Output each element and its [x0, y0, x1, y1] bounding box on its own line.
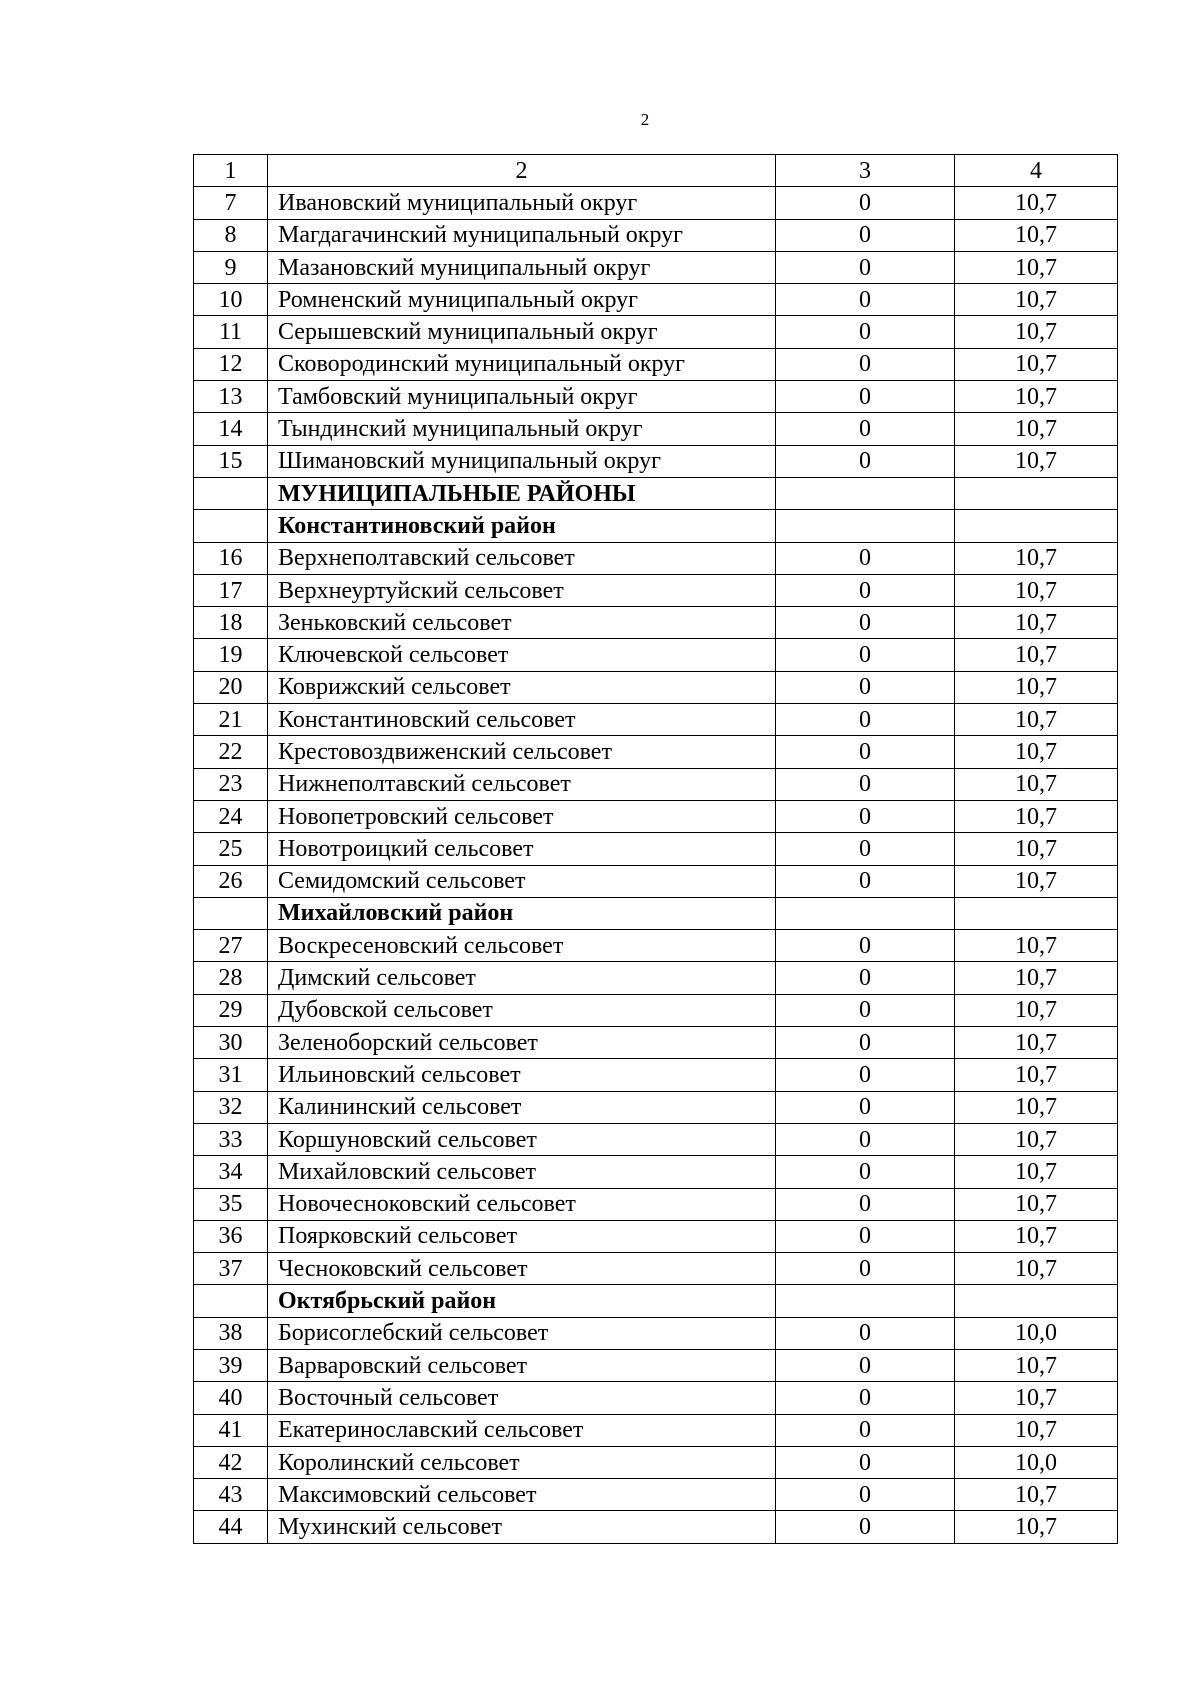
- name-cell: Королинский сельсовет: [268, 1446, 776, 1478]
- row-number-cell: [194, 1285, 268, 1317]
- row-number-cell: 37: [194, 1253, 268, 1285]
- row-number-cell: 18: [194, 607, 268, 639]
- value-col4-cell: 10,7: [955, 800, 1118, 832]
- name-cell: Воскресеновский сельсовет: [268, 930, 776, 962]
- value-col4-cell: 10,7: [955, 1027, 1118, 1059]
- row-number-cell: 12: [194, 348, 268, 380]
- value-col3-cell: 0: [776, 607, 955, 639]
- name-cell: Тамбовский муниципальный округ: [268, 381, 776, 413]
- row-number-cell: 10: [194, 284, 268, 316]
- table-row: [194, 768, 1118, 800]
- value-col3-cell: 0: [776, 316, 955, 348]
- value-col4-cell: 10,7: [955, 381, 1118, 413]
- value-col4-cell: 10,7: [955, 1220, 1118, 1252]
- row-number-cell: 30: [194, 1027, 268, 1059]
- row-number-cell: 33: [194, 1123, 268, 1155]
- value-col4-cell: 10,7: [955, 833, 1118, 865]
- value-col4-cell: 10,7: [955, 1059, 1118, 1091]
- value-col3-cell: 0: [776, 1479, 955, 1511]
- name-cell: Михайловский район: [268, 897, 776, 929]
- value-col4-cell: 10,7: [955, 994, 1118, 1026]
- name-cell: Константиновский район: [268, 510, 776, 542]
- name-cell: Мазановский муниципальный округ: [268, 251, 776, 283]
- page-number: 2: [640, 110, 650, 129]
- value-col3-cell: 0: [776, 1091, 955, 1123]
- name-cell: Зеленоборский сельсовет: [268, 1027, 776, 1059]
- row-number-cell: 11: [194, 316, 268, 348]
- name-cell: Екатеринославский сельсовет: [268, 1414, 776, 1446]
- value-col4-cell: 10,7: [955, 736, 1118, 768]
- row-number-cell: 38: [194, 1317, 268, 1349]
- table-row: [194, 962, 1118, 994]
- row-number-cell: [194, 510, 268, 542]
- table-row: [194, 1414, 1118, 1446]
- value-col4-cell: 10,7: [955, 574, 1118, 606]
- value-col3-cell: 0: [776, 251, 955, 283]
- value-col3-cell: [776, 897, 955, 929]
- value-col3-cell: 0: [776, 574, 955, 606]
- row-number-cell: 20: [194, 671, 268, 703]
- header-cell-4: 4: [955, 155, 1118, 187]
- value-col3-cell: 0: [776, 1382, 955, 1414]
- value-col3-cell: 0: [776, 1349, 955, 1381]
- name-cell: Шимановский муниципальный округ: [268, 445, 776, 477]
- table-row: [194, 574, 1118, 606]
- name-cell: Новотроицкий сельсовет: [268, 833, 776, 865]
- name-cell: Крестовоздвиженский сельсовет: [268, 736, 776, 768]
- row-number-cell: 31: [194, 1059, 268, 1091]
- value-col3-cell: 0: [776, 1059, 955, 1091]
- value-col3-cell: 0: [776, 1253, 955, 1285]
- value-col4-cell: [955, 1285, 1118, 1317]
- table-row: [194, 1479, 1118, 1511]
- name-cell: Ромненский муниципальный округ: [268, 284, 776, 316]
- row-number-cell: 17: [194, 574, 268, 606]
- row-number-cell: [194, 477, 268, 509]
- row-number-cell: [194, 897, 268, 929]
- table-row: [194, 1317, 1118, 1349]
- name-cell: Ключевской сельсовет: [268, 639, 776, 671]
- row-number-cell: 42: [194, 1446, 268, 1478]
- value-col3-cell: 0: [776, 639, 955, 671]
- value-col4-cell: 10,7: [955, 348, 1118, 380]
- row-number-cell: 14: [194, 413, 268, 445]
- value-col3-cell: 0: [776, 962, 955, 994]
- table-row: [194, 994, 1118, 1026]
- row-number-cell: 24: [194, 800, 268, 832]
- table-row: [194, 219, 1118, 251]
- name-cell: Чесноковский сельсовет: [268, 1253, 776, 1285]
- value-col3-cell: 0: [776, 994, 955, 1026]
- table-row: [194, 413, 1118, 445]
- row-number-cell: 34: [194, 1156, 268, 1188]
- table-row: [194, 930, 1118, 962]
- name-cell: Варваровский сельсовет: [268, 1349, 776, 1381]
- value-col3-cell: 0: [776, 736, 955, 768]
- value-col3-cell: 0: [776, 930, 955, 962]
- name-cell: Ивановский муниципальный округ: [268, 187, 776, 219]
- table-row: [194, 833, 1118, 865]
- value-col4-cell: 10,7: [955, 1382, 1118, 1414]
- section-header-row: [194, 510, 1118, 542]
- name-cell: Димский сельсовет: [268, 962, 776, 994]
- name-cell: Ильиновский сельсовет: [268, 1059, 776, 1091]
- value-col3-cell: 0: [776, 219, 955, 251]
- name-cell: Мухинский сельсовет: [268, 1511, 776, 1543]
- table-row: [194, 671, 1118, 703]
- name-cell: Максимовский сельсовет: [268, 1479, 776, 1511]
- value-col3-cell: 0: [776, 1317, 955, 1349]
- table-row: [194, 800, 1118, 832]
- row-number-cell: 22: [194, 736, 268, 768]
- value-col3-cell: 0: [776, 1188, 955, 1220]
- table-row: [194, 1220, 1118, 1252]
- value-col4-cell: 10,7: [955, 639, 1118, 671]
- name-cell: Нижнеполтавский сельсовет: [268, 768, 776, 800]
- table-row: [194, 1027, 1118, 1059]
- value-col4-cell: 10,7: [955, 1123, 1118, 1155]
- name-cell: Серышевский муниципальный округ: [268, 316, 776, 348]
- value-col3-cell: 0: [776, 381, 955, 413]
- value-col3-cell: 0: [776, 284, 955, 316]
- value-col4-cell: 10,7: [955, 1253, 1118, 1285]
- row-number-cell: 36: [194, 1220, 268, 1252]
- value-col3-cell: [776, 477, 955, 509]
- row-number-cell: 8: [194, 219, 268, 251]
- name-cell: Михайловский сельсовет: [268, 1156, 776, 1188]
- value-col4-cell: 10,7: [955, 1349, 1118, 1381]
- name-cell: Коршуновский сельсовет: [268, 1123, 776, 1155]
- table-row: [194, 1349, 1118, 1381]
- value-col3-cell: 0: [776, 768, 955, 800]
- row-number-cell: 16: [194, 542, 268, 574]
- value-col3-cell: 0: [776, 704, 955, 736]
- table-row: [194, 704, 1118, 736]
- table-row: [194, 1188, 1118, 1220]
- name-cell: Зеньковский сельсовет: [268, 607, 776, 639]
- row-number-cell: 35: [194, 1188, 268, 1220]
- value-col4-cell: 10,7: [955, 704, 1118, 736]
- table-row: [194, 187, 1118, 219]
- table-row: [194, 542, 1118, 574]
- name-cell: Коврижский сельсовет: [268, 671, 776, 703]
- name-cell: Тындинский муниципальный округ: [268, 413, 776, 445]
- value-col4-cell: 10,7: [955, 413, 1118, 445]
- value-col3-cell: 0: [776, 1511, 955, 1543]
- table-row: [194, 251, 1118, 283]
- name-cell: Семидомский сельсовет: [268, 865, 776, 897]
- value-col3-cell: 0: [776, 348, 955, 380]
- row-number-cell: 7: [194, 187, 268, 219]
- table-row: [194, 607, 1118, 639]
- header-cell-2: 2: [268, 155, 776, 187]
- section-header-row: [194, 477, 1118, 509]
- value-col3-cell: 0: [776, 445, 955, 477]
- name-cell: Константиновский сельсовет: [268, 704, 776, 736]
- value-col3-cell: 0: [776, 800, 955, 832]
- name-cell: Верхнеуртуйский сельсовет: [268, 574, 776, 606]
- row-number-cell: 23: [194, 768, 268, 800]
- row-number-cell: 25: [194, 833, 268, 865]
- table-row: [194, 639, 1118, 671]
- table-row: [194, 348, 1118, 380]
- table-row: [194, 445, 1118, 477]
- value-col4-cell: 10,0: [955, 1317, 1118, 1349]
- value-col3-cell: 0: [776, 542, 955, 574]
- value-col3-cell: [776, 510, 955, 542]
- value-col4-cell: 10,0: [955, 1446, 1118, 1478]
- row-number-cell: 28: [194, 962, 268, 994]
- value-col4-cell: [955, 897, 1118, 929]
- value-col4-cell: 10,7: [955, 768, 1118, 800]
- row-number-cell: 43: [194, 1479, 268, 1511]
- name-cell: Сковородинский муниципальный округ: [268, 348, 776, 380]
- table-row: [194, 1382, 1118, 1414]
- name-cell: Калининский сельсовет: [268, 1091, 776, 1123]
- row-number-cell: 41: [194, 1414, 268, 1446]
- value-col3-cell: 0: [776, 1027, 955, 1059]
- table-row: [194, 1059, 1118, 1091]
- value-col3-cell: 0: [776, 1123, 955, 1155]
- table-row: [194, 316, 1118, 348]
- table-row: [194, 736, 1118, 768]
- value-col4-cell: 10,7: [955, 219, 1118, 251]
- value-col4-cell: 10,7: [955, 1091, 1118, 1123]
- value-col4-cell: 10,7: [955, 607, 1118, 639]
- row-number-cell: 29: [194, 994, 268, 1026]
- row-number-cell: 27: [194, 930, 268, 962]
- name-cell: Борисоглебский сельсовет: [268, 1317, 776, 1349]
- value-col3-cell: [776, 1285, 955, 1317]
- table-row: [194, 1446, 1118, 1478]
- value-col4-cell: 10,7: [955, 445, 1118, 477]
- data-table: [193, 154, 1118, 1544]
- value-col4-cell: [955, 477, 1118, 509]
- name-cell: МУНИЦИПАЛЬНЫЕ РАЙОНЫ: [268, 477, 776, 509]
- table-row: [194, 381, 1118, 413]
- value-col3-cell: 0: [776, 671, 955, 703]
- header-cell-1: 1: [194, 155, 268, 187]
- value-col4-cell: 10,7: [955, 316, 1118, 348]
- section-header-row: [194, 897, 1118, 929]
- row-number-cell: 15: [194, 445, 268, 477]
- table-row: [194, 865, 1118, 897]
- value-col4-cell: 10,7: [955, 1156, 1118, 1188]
- header-cell-3: 3: [776, 155, 955, 187]
- value-col3-cell: 0: [776, 413, 955, 445]
- name-cell: Новопетровский сельсовет: [268, 800, 776, 832]
- value-col3-cell: 0: [776, 865, 955, 897]
- value-col4-cell: 10,7: [955, 671, 1118, 703]
- value-col3-cell: 0: [776, 1220, 955, 1252]
- value-col4-cell: 10,7: [955, 1188, 1118, 1220]
- table-row: [194, 1123, 1118, 1155]
- row-number-cell: 39: [194, 1349, 268, 1381]
- name-cell: Верхнеполтавский сельсовет: [268, 542, 776, 574]
- value-col3-cell: 0: [776, 833, 955, 865]
- value-col3-cell: 0: [776, 1446, 955, 1478]
- value-col4-cell: 10,7: [955, 251, 1118, 283]
- section-header-row: [194, 1285, 1118, 1317]
- value-col4-cell: 10,7: [955, 962, 1118, 994]
- value-col4-cell: 10,7: [955, 1479, 1118, 1511]
- row-number-cell: 19: [194, 639, 268, 671]
- value-col4-cell: 10,7: [955, 542, 1118, 574]
- value-col4-cell: 10,7: [955, 1511, 1118, 1543]
- table-body: [194, 155, 1118, 1544]
- row-number-cell: 9: [194, 251, 268, 283]
- value-col4-cell: 10,7: [955, 284, 1118, 316]
- row-number-cell: 26: [194, 865, 268, 897]
- table-row: [194, 1253, 1118, 1285]
- row-number-cell: 40: [194, 1382, 268, 1414]
- value-col4-cell: 10,7: [955, 1414, 1118, 1446]
- name-cell: Восточный сельсовет: [268, 1382, 776, 1414]
- value-col4-cell: [955, 510, 1118, 542]
- value-col4-cell: 10,7: [955, 187, 1118, 219]
- row-number-cell: 32: [194, 1091, 268, 1123]
- table-row: [194, 284, 1118, 316]
- value-col3-cell: 0: [776, 187, 955, 219]
- value-col3-cell: 0: [776, 1414, 955, 1446]
- row-number-cell: 44: [194, 1511, 268, 1543]
- value-col4-cell: 10,7: [955, 865, 1118, 897]
- value-col3-cell: 0: [776, 1156, 955, 1188]
- table-header-row: [194, 155, 1118, 187]
- value-col4-cell: 10,7: [955, 930, 1118, 962]
- name-cell: Дубовской сельсовет: [268, 994, 776, 1026]
- row-number-cell: 21: [194, 704, 268, 736]
- row-number-cell: 13: [194, 381, 268, 413]
- table-row: [194, 1156, 1118, 1188]
- name-cell: Октябрьский район: [268, 1285, 776, 1317]
- table-row: [194, 1091, 1118, 1123]
- table-row: [194, 1511, 1118, 1543]
- name-cell: Новочесноковский сельсовет: [268, 1188, 776, 1220]
- name-cell: Поярковский сельсовет: [268, 1220, 776, 1252]
- name-cell: Магдагачинский муниципальный округ: [268, 219, 776, 251]
